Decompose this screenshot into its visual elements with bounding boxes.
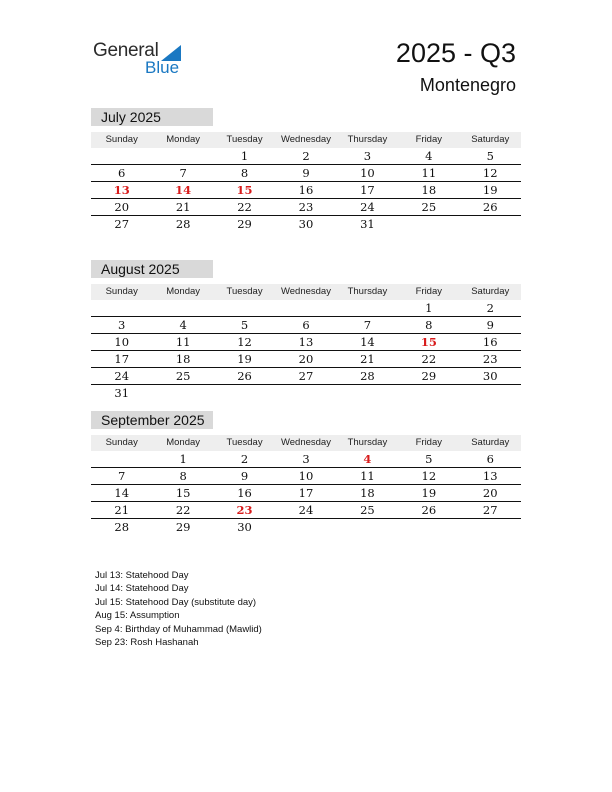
empty-day-cell bbox=[91, 300, 152, 316]
day-cell: 22 bbox=[175, 503, 191, 517]
day-cell: 22 bbox=[421, 352, 437, 366]
holiday-list-item: Jul 13: Statehood Day bbox=[95, 570, 189, 581]
day-cell: 18 bbox=[360, 486, 375, 500]
weekday-label: Thursday bbox=[347, 437, 388, 448]
week-row bbox=[91, 485, 521, 502]
empty-day-cell bbox=[398, 385, 459, 401]
day-cell: 4 bbox=[425, 149, 433, 163]
day-cell: 20 bbox=[482, 486, 498, 500]
week-row bbox=[91, 351, 521, 368]
weekday-label: Monday bbox=[166, 286, 201, 297]
day-cell: 7 bbox=[118, 469, 126, 483]
day-cell: 25 bbox=[360, 503, 375, 517]
day-cell: 21 bbox=[360, 352, 375, 366]
week-row bbox=[91, 317, 521, 334]
empty-day-cell bbox=[214, 385, 275, 401]
day-cell: 31 bbox=[360, 217, 375, 231]
day-cell: 10 bbox=[114, 335, 130, 349]
day-cell: 1 bbox=[179, 452, 187, 466]
day-cell: 9 bbox=[486, 318, 494, 332]
weekday-label: Sunday bbox=[105, 286, 138, 297]
day-cell: 27 bbox=[298, 369, 314, 383]
day-cell: 13 bbox=[482, 469, 498, 483]
logo bbox=[93, 40, 193, 80]
day-cell: 1 bbox=[425, 301, 433, 315]
week-row bbox=[91, 216, 521, 232]
logo-word-general: General bbox=[93, 40, 159, 61]
week-row bbox=[91, 165, 521, 182]
day-cell: 30 bbox=[237, 520, 252, 534]
day-cell: 22 bbox=[237, 200, 252, 214]
week-row bbox=[91, 182, 521, 199]
day-cell: 12 bbox=[482, 166, 498, 180]
day-cell: 6 bbox=[118, 166, 126, 180]
weekday-header bbox=[91, 132, 521, 148]
day-cell: 29 bbox=[421, 369, 437, 383]
empty-day-cell bbox=[460, 216, 521, 232]
logo-word-blue: Blue bbox=[145, 58, 180, 77]
day-cell: 6 bbox=[302, 318, 310, 332]
day-cell: 7 bbox=[179, 166, 187, 180]
holiday-list-item: Jul 14: Statehood Day bbox=[95, 583, 189, 595]
day-cell: 4 bbox=[363, 452, 372, 466]
day-cell: 16 bbox=[298, 183, 314, 197]
day-cell: 11 bbox=[175, 335, 191, 349]
empty-day-cell bbox=[460, 519, 521, 535]
weekday-label: Saturday bbox=[471, 286, 510, 297]
day-cell: 28 bbox=[360, 369, 375, 383]
weekday-label: Saturday bbox=[471, 134, 510, 145]
empty-day-cell bbox=[460, 385, 521, 401]
weekday-label: Sunday bbox=[105, 134, 138, 145]
day-cell: 12 bbox=[237, 335, 252, 349]
day-cell: 9 bbox=[240, 469, 249, 483]
weekday-label: Sunday bbox=[105, 437, 138, 448]
empty-day-cell bbox=[398, 216, 459, 232]
day-cell: 16 bbox=[482, 335, 498, 349]
day-cell: 24 bbox=[114, 369, 130, 383]
day-cell: 5 bbox=[425, 452, 433, 466]
month-title: September 2025 bbox=[91, 411, 213, 429]
holiday-list-item: Sep 23: Rosh Hashanah bbox=[95, 637, 199, 649]
day-cell: 13 bbox=[113, 183, 130, 197]
day-cell: 3 bbox=[363, 149, 372, 163]
day-cell: 17 bbox=[360, 183, 375, 197]
empty-day-cell bbox=[214, 300, 275, 316]
day-cell: 10 bbox=[298, 469, 314, 483]
day-cell: 5 bbox=[486, 149, 494, 163]
day-cell: 8 bbox=[240, 166, 249, 180]
weekday-label: Friday bbox=[415, 437, 443, 448]
holiday-list-item: Sep 4: Birthday of Muhammad (Mawlid) bbox=[95, 623, 262, 635]
day-cell: 9 bbox=[302, 166, 310, 180]
week-row bbox=[91, 519, 521, 535]
empty-day-cell bbox=[398, 519, 459, 535]
day-cell: 25 bbox=[175, 369, 191, 383]
month-block bbox=[91, 108, 521, 232]
weekday-label: Thursday bbox=[347, 134, 388, 145]
day-cell: 2 bbox=[302, 149, 310, 163]
day-cell: 25 bbox=[421, 200, 437, 214]
empty-day-cell bbox=[337, 519, 398, 535]
day-cell: 8 bbox=[425, 318, 433, 332]
weekday-label: Tuesday bbox=[226, 134, 263, 145]
day-cell: 23 bbox=[236, 503, 253, 517]
weekday-label: Wednesday bbox=[280, 437, 331, 448]
day-cell: 14 bbox=[114, 486, 130, 500]
empty-day-cell bbox=[152, 148, 213, 164]
day-cell: 26 bbox=[237, 369, 252, 383]
week-row bbox=[91, 502, 521, 519]
day-cell: 23 bbox=[298, 200, 314, 214]
day-cell: 30 bbox=[298, 217, 314, 231]
day-cell: 18 bbox=[421, 183, 437, 197]
weekday-label: Thursday bbox=[347, 286, 388, 297]
empty-day-cell bbox=[91, 451, 152, 467]
day-cell: 7 bbox=[363, 318, 372, 332]
day-cell: 20 bbox=[298, 352, 314, 366]
day-cell: 15 bbox=[175, 486, 191, 500]
weekday-header bbox=[91, 435, 521, 451]
day-cell: 6 bbox=[486, 452, 494, 466]
week-row bbox=[91, 468, 521, 485]
day-cell: 21 bbox=[114, 503, 130, 517]
day-cell: 15 bbox=[236, 183, 253, 197]
weekday-header bbox=[91, 284, 521, 300]
day-cell: 18 bbox=[175, 352, 191, 366]
weekday-label: Tuesday bbox=[226, 437, 263, 448]
day-cell: 14 bbox=[360, 335, 375, 349]
day-cell: 26 bbox=[482, 200, 498, 214]
day-cell: 17 bbox=[298, 486, 314, 500]
day-cell: 29 bbox=[175, 520, 191, 534]
day-cell: 21 bbox=[175, 200, 191, 214]
week-row bbox=[91, 368, 521, 385]
weekday-label: Saturday bbox=[471, 437, 510, 448]
weekday-label: Monday bbox=[166, 134, 201, 145]
day-cell: 29 bbox=[237, 217, 252, 231]
day-cell: 12 bbox=[421, 469, 437, 483]
week-row bbox=[91, 334, 521, 351]
empty-day-cell bbox=[91, 148, 152, 164]
day-cell: 5 bbox=[240, 318, 249, 332]
empty-day-cell bbox=[275, 385, 336, 401]
day-cell: 27 bbox=[114, 217, 130, 231]
month-title: July 2025 bbox=[91, 108, 213, 126]
day-cell: 23 bbox=[482, 352, 498, 366]
page-title: 2025 - Q3 bbox=[395, 38, 516, 68]
country-name: Montenegro bbox=[419, 75, 516, 95]
empty-day-cell bbox=[275, 519, 336, 535]
day-cell: 14 bbox=[175, 183, 192, 197]
day-cell: 19 bbox=[237, 352, 252, 366]
day-cell: 31 bbox=[114, 386, 130, 400]
empty-day-cell bbox=[152, 300, 213, 316]
day-cell: 8 bbox=[179, 469, 187, 483]
weekday-label: Tuesday bbox=[226, 286, 263, 297]
weekday-label: Monday bbox=[166, 437, 201, 448]
week-row bbox=[91, 148, 521, 165]
day-cell: 19 bbox=[482, 183, 498, 197]
day-cell: 1 bbox=[240, 149, 249, 163]
day-cell: 17 bbox=[114, 352, 130, 366]
empty-day-cell bbox=[152, 385, 213, 401]
holiday-list-item: Jul 15: Statehood Day (substitute day) bbox=[95, 596, 257, 608]
day-cell: 2 bbox=[240, 452, 249, 466]
holiday-list-item: Aug 15: Assumption bbox=[95, 610, 180, 622]
day-cell: 20 bbox=[114, 200, 130, 214]
day-cell: 2 bbox=[486, 301, 494, 315]
week-row bbox=[91, 451, 521, 468]
weekday-label: Friday bbox=[415, 286, 443, 297]
month-block bbox=[91, 260, 521, 401]
day-cell: 11 bbox=[421, 166, 437, 180]
day-cell: 28 bbox=[114, 520, 130, 534]
weekday-label: Wednesday bbox=[280, 134, 331, 145]
empty-day-cell bbox=[275, 300, 336, 316]
day-cell: 13 bbox=[298, 335, 314, 349]
empty-day-cell bbox=[337, 300, 398, 316]
day-cell: 19 bbox=[421, 486, 437, 500]
empty-day-cell bbox=[337, 385, 398, 401]
day-cell: 15 bbox=[420, 335, 437, 349]
day-cell: 27 bbox=[482, 503, 498, 517]
month-title: August 2025 bbox=[91, 260, 213, 278]
week-row bbox=[91, 385, 521, 401]
week-row bbox=[91, 300, 521, 317]
day-cell: 24 bbox=[360, 200, 375, 214]
day-cell: 26 bbox=[421, 503, 437, 517]
day-cell: 30 bbox=[482, 369, 498, 383]
week-row bbox=[91, 199, 521, 216]
day-cell: 16 bbox=[237, 486, 252, 500]
weekday-label: Wednesday bbox=[280, 286, 331, 297]
holiday-list bbox=[95, 569, 262, 649]
day-cell: 3 bbox=[302, 452, 310, 466]
day-cell: 4 bbox=[179, 318, 187, 332]
day-cell: 10 bbox=[360, 166, 375, 180]
month-block bbox=[91, 411, 521, 535]
day-cell: 28 bbox=[175, 217, 191, 231]
day-cell: 3 bbox=[118, 318, 126, 332]
day-cell: 24 bbox=[298, 503, 314, 517]
day-cell: 11 bbox=[360, 469, 375, 483]
weekday-label: Friday bbox=[415, 134, 443, 145]
